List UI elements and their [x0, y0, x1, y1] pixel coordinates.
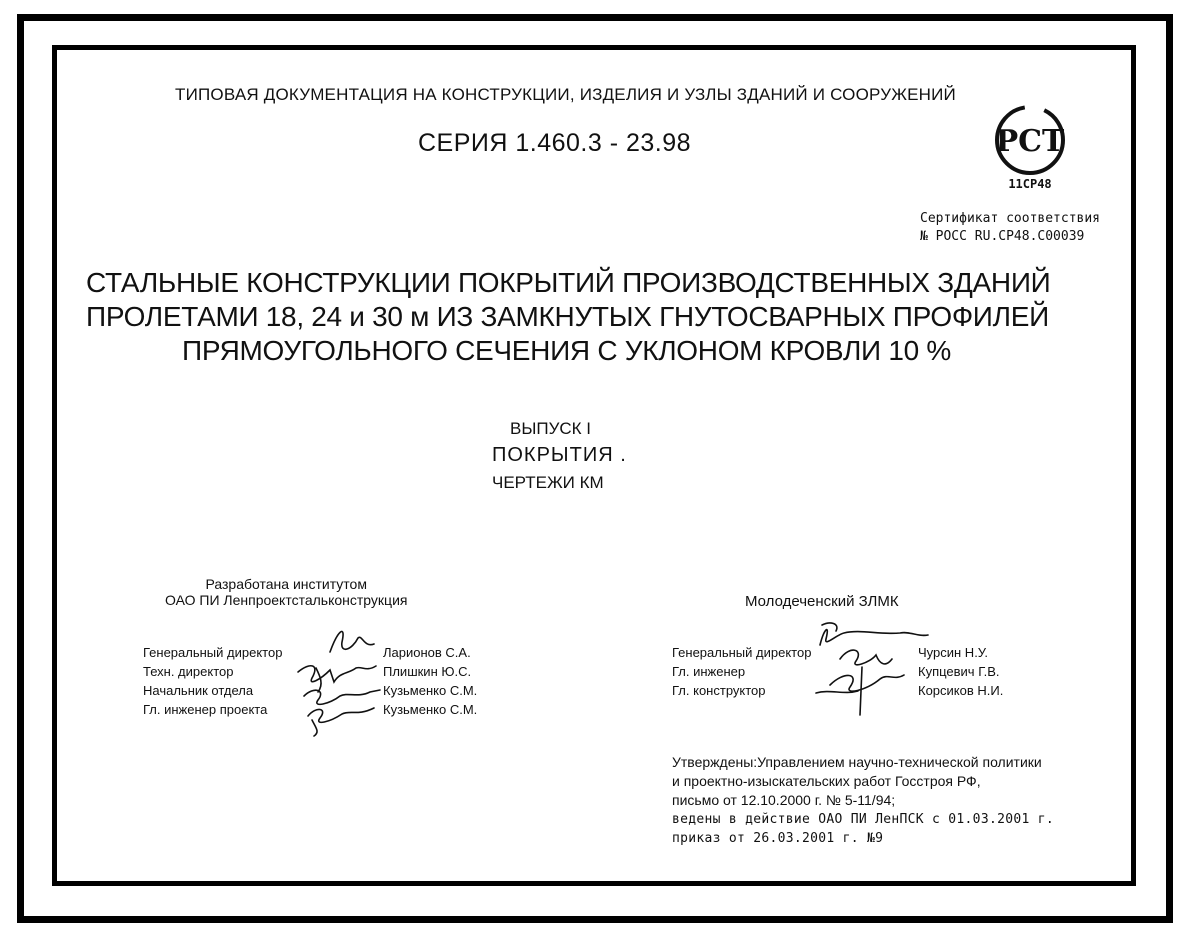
title-line-3: ПРЯМОУГОЛЬНОГО СЕЧЕНИЯ С УКЛОНОМ КРОВЛИ 10 % — [182, 335, 951, 366]
issue-block — [492, 415, 627, 496]
left-signatures-icon — [290, 620, 390, 740]
signatory-role: Генеральный директор — [143, 645, 283, 660]
title-line-2: ПРОЛЕТАМИ 18, 24 и 30 м ИЗ ЗАМКНУТЫХ ГНУТОСВАРНЫХ ПРОФИЛЕЙ — [86, 301, 1049, 332]
approval-line-2: и проектно-изыскательских работ Госстроя РФ, — [672, 773, 981, 789]
certification-mark-icon — [985, 102, 1075, 192]
signatory-role: Гл. конструктор — [672, 683, 766, 698]
signatory-name: Чурсин Н.У. — [918, 645, 988, 660]
certificate-line-2: № РОСС RU.CP48.C00039 — [920, 229, 1085, 244]
certificate-line-1: Сертификат соответствия — [920, 211, 1101, 226]
approval-line-1: Утверждены:Управлением научно-технической политики — [672, 754, 1042, 770]
approval-line-5: приказ от 26.03.2001 г. №9 — [672, 831, 884, 846]
cert-logo-text: PCT — [995, 124, 1065, 159]
signatory-name: Корсиков Н.И. — [918, 683, 1004, 698]
developer-line-2: ОАО ПИ Ленпроектстальконструкция — [165, 592, 408, 608]
developer-block — [165, 576, 407, 608]
signatory-role: Начальник отдела — [143, 683, 254, 698]
left-signatory-roles — [143, 643, 282, 719]
right-signatory-names — [918, 643, 1003, 700]
signatory-role: Техн. директор — [143, 664, 234, 679]
right-signatory-roles — [672, 643, 811, 700]
left-signatory-names — [383, 643, 477, 719]
signatory-role: Генеральный директор — [672, 645, 812, 660]
right-signatures-icon — [800, 615, 930, 720]
series-number: СЕРИЯ 1.460.3 - 23.98 — [418, 129, 692, 157]
approval-line-3: письмо от 12.10.2000 г. № 5-11/94; — [672, 792, 896, 808]
signatory-role: Гл. инженер — [672, 664, 746, 679]
certificate-text — [920, 210, 1100, 246]
document-header: ТИПОВАЯ ДОКУМЕНТАЦИЯ НА КОНСТРУКЦИИ, ИЗДЕЛИЯ И УЗЛЫ ЗДАНИЙ И СООРУЖЕНИЙ — [175, 85, 956, 104]
signatory-name: Купцевич Г.В. — [918, 664, 1000, 679]
issue-drawings: ЧЕРТЕЖИ КМ — [492, 473, 604, 492]
issue-subject: ПОКРЫТИЯ . — [492, 444, 627, 466]
developer-line-1: Разработана институтом — [205, 576, 367, 592]
signatory-name: Плишкин Ю.С. — [383, 664, 472, 679]
plant-name: Молодеченский ЗЛМК — [745, 593, 899, 610]
approval-line-4: ведены в действие ОАО ПИ ЛенПСК с 01.03.2001 г. — [672, 812, 1054, 827]
signatory-role: Гл. инженер проекта — [143, 702, 268, 717]
signatory-name: Ларионов С.А. — [383, 645, 471, 660]
signatory-name: Кузьменко С.М. — [383, 702, 478, 717]
signatory-name: Кузьменко С.М. — [383, 683, 478, 698]
title-line-1: СТАЛЬНЫЕ КОНСТРУКЦИИ ПОКРЫТИЙ ПРОИЗВОДСТВЕННЫХ ЗДАНИЙ — [86, 267, 1051, 298]
cert-code: 11CP48 — [1008, 177, 1052, 191]
approval-block — [672, 753, 1054, 848]
document-title — [86, 266, 1051, 368]
issue-number: ВЫПУСК I — [510, 419, 592, 438]
